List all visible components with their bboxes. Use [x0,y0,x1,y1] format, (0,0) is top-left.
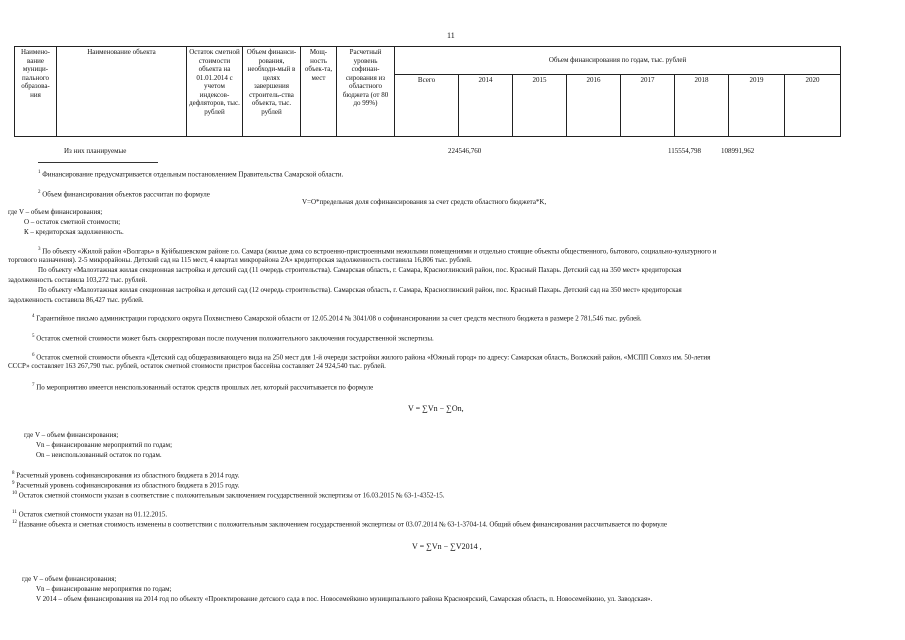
footnote-2-o: О – остаток сметной стоимости; [24,218,121,226]
footnote-2-where: где V – объем финансирования; [8,208,103,216]
header-capacity: Мощ-ность объек-та, мест [301,47,337,137]
footnote-3d: задолженность составила 103,272 тыс. рублей. [8,276,148,284]
page-number: 11 [447,31,455,40]
footnote-2: $^2$ Объем финансирования объектов рассчитан по формуле [38,190,210,199]
header-funding-volume: Объем финанси-рования, необходи-мый в целях завершения строитель-ства объекта, тыс. рублей [243,47,301,137]
header-year-2016: 2016 [567,75,621,137]
footnote-10: $^{10}$ Остаток сметной стоимости указан в соответствие с положительным заключением государственной экспертизы от 16.03.2015 № 63-1-4352-15. [12,491,445,500]
footnote-3f: задолженность составила 86,427 тыс. рублей. [8,296,144,304]
footnote-12: $^{12}$ Название объекта и сметная стоимость изменены в соответствии с положительным заключением государственной экспертизы от 03.07.2014 № 63-1-3704-14. Общий объем финансирования рассчитывается по формуле [12,520,667,529]
footnote-2-k: К – кредиторская задолженность. [24,228,124,236]
header-year-2017: 2017 [621,75,675,137]
header-year-2020: 2020 [785,75,841,137]
footnote-7-on: On – неиспользованный остаток по годам. [36,451,162,459]
formula-12: V = ∑Vn − ∑V2014 , [412,542,482,551]
footnote-11: $^{11}$ Остаток сметной стоимости указан на 01.12.2015. [12,510,168,519]
summary-total: 224546,760 [448,147,482,155]
footnote-12-v2014: V 2014 – объем финансирования на 2014 год по объекту «Проектирование детского сада в пос. Новосемейкино муниципального района Красноярский, Самарская область, п. Новосемейкино, ул. Заводская». [36,595,653,603]
footnote-3a: $^3$ По объекту «Жилой район «Волгарь» в Куйбышевском районе г.о. Самара (жилые дома со встроенно-пристроенными нежилыми помещениями и отдельно стоящие объекты общественного, бытового, социально-культурного и [38,247,717,256]
header-year-2019: 2019 [729,75,785,137]
footnote-8: $^8$ Расчетный уровень софинансирования из областного бюджета в 2014 году. [12,471,240,480]
footnote-12-where: где V – объем финансирования; [22,575,117,583]
summary-2017: 115554,798 [668,147,701,155]
header-year-2015: 2015 [513,75,567,137]
header-year-2014: 2014 [459,75,513,137]
footnote-6a: $^6$ Остаток сметной стоимости объекта «Детский сад общеразвивающего вида на 250 мест для 1-й очереди застройки жилого района «Южный город» по адресу: Самарская область, Волжский район, «МСПП Совхоз им. 50-летия [32,353,711,362]
footnote-1: $^1$ Финансирование предусматривается отдельным постановлением Правительства Самарской области. [38,170,344,179]
footnote-3e: По объекту «Малоэтажная жилая секционная застройка и детский сад (12 очередь строительства). Самарская область, г. Самара, Красноглинский район, пос. Красный Пахарь. Детский сад на 350 мест» кредиторская [38,286,682,294]
footnote-7-where: где V – объем финансирования; [24,431,119,439]
formula-2: V=O*предельная доля софинансирования за счет средств областного бюджета*K, [302,198,547,206]
summary-label: Из них планируемые [64,147,127,155]
footnote-3b: торгового назначения). 2-5 микрорайоны. Детский сад на 115 мест, 4 квартал микрорайона 2А» кредиторская задолженность составила 16,806 тыс. рублей. [8,256,472,264]
header-municipality: Наимено-вание муници-пального образова-ния [15,47,57,137]
financing-table [14,46,841,137]
footnote-7-vn: Vn – финансирование мероприятий по годам; [36,441,173,449]
formula-7: V = ∑Vn − ∑On, [408,404,464,413]
footnote-12-vn: Vn – финансирование мероприятия по годам; [36,585,172,593]
header-cofinancing: Расчетный уровень софинан-сирования из областного бюджета (от 80 до 99%) [337,47,395,137]
header-year-total: Всего [395,75,459,137]
header-object: Наименование объекта [57,47,187,137]
footnote-3c: По объекту «Малоэтажная жилая секционная застройка и детский сад (11 очередь строительства). Самарская область, г. Самара, Красноглинский район, пос. Красный Пахарь. Детский сад на 350 мест» кредиторская [38,266,682,274]
header-remaining-cost: Остаток сметной стоимости объекта на 01.01.2014 с учетом индексов-дефляторов, тыс. рублей [187,47,243,137]
footnote-5: $^5$ Остаток сметной стоимости может быть скорректирован после получения положительного заключения государственной экспертизы. [32,334,434,343]
summary-2018: 108991,962 [721,147,755,155]
footnote-9: $^9$ Расчетный уровень софинансирования из областного бюджета в 2015 году. [12,481,240,490]
footnote-6b: СССР» составляет 163 267,790 тыс. рублей, остаток сметной стоимости пристроя бассейна составляет 24 924,540 тыс. рублей. [8,362,386,370]
footnote-4: $^4$ Гарантийное письмо администрации городского округа Похвистнево Самарской области от 12.05.2014 № 3041/08 о софинансировании за счет средств местного бюджета в размере 2 781,546 тыс. рублей. [32,314,642,323]
footnote-7: $^7$ По мероприятию имеется неиспользованный остаток средств прошлых лет, который рассчитывается по формуле [32,383,374,392]
header-year-2018: 2018 [675,75,729,137]
header-by-years: Объем финансирования по годам, тыс. рублей [395,47,841,75]
footnote-rule [38,162,158,163]
